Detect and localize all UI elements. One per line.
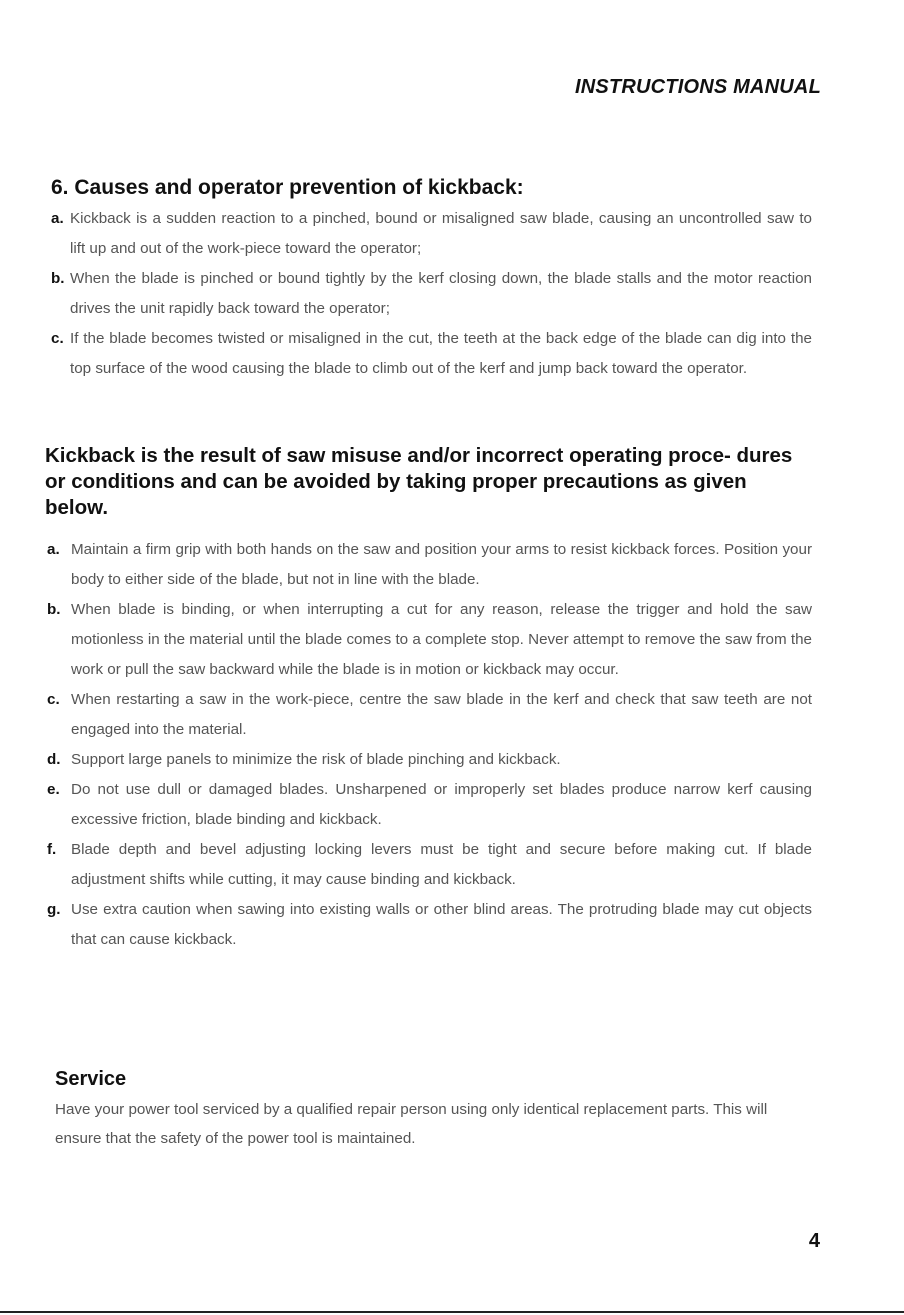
service-text: Have your power tool serviced by a qualified repair person using only identical replacement parts. This will ensure that the safety of the power tool is maintained. (55, 1101, 768, 1147)
bottom-divider (0, 1311, 904, 1313)
list-item-text: When restarting a saw in the work-piece, centre the saw blade in the kerf and check that saw teeth are not engaged into the material. (71, 691, 812, 738)
list-item (47, 685, 812, 745)
list-item-letter: d. (47, 751, 61, 768)
list-item (47, 745, 812, 775)
list-item-text: Support large panels to minimize the risk of blade pinching and kickback. (71, 751, 561, 768)
list-item-text: When blade is binding, or when interrupting a cut for any reason, release the trigger and hold the saw motionless in the material until the blade comes to a complete stop. Never attempt to remove the saw from the work or pull the saw backward while the blade is in motion or kickback may occur. (71, 601, 812, 678)
list-item-text: Maintain a firm grip with both hands on the saw and position your arms to resist kickback forces. Position your body to either side of the blade, but not in line with the blade. (71, 541, 812, 588)
list-item-letter: c. (47, 691, 60, 708)
list-item-letter: c. (51, 330, 64, 347)
section-title: 6. Causes and operator prevention of kickback: (51, 176, 524, 199)
list-item-text: Use extra caution when sawing into existing walls or other blind areas. The protruding blade may cut objects that can cause kickback. (71, 901, 812, 948)
list-item (47, 775, 812, 835)
kickback-causes-list (51, 204, 812, 384)
page-number: 4 (808, 1230, 820, 1252)
list-item-letter: a. (51, 210, 64, 227)
list-item (47, 895, 812, 955)
list-item-letter: f. (47, 841, 57, 858)
list-item-letter: b. (51, 270, 65, 287)
list-item-text: Kickback is a sudden reaction to a pinched, bound or misaligned saw blade, causing an uncontrolled saw to lift up and out of the work-piece toward the operator; (70, 210, 812, 257)
list-item-text: When the blade is pinched or bound tightly by the kerf closing down, the blade stalls and the motor reaction drives the unit rapidly back toward the operator; (70, 270, 812, 317)
list-item (47, 595, 812, 685)
manual-header-title: INSTRUCTIONS MANUAL (574, 76, 821, 98)
list-item-text: Do not use dull or damaged blades. Unsharpened or improperly set blades produce narrow kerf causing excessive friction, blade binding and kickback. (71, 781, 812, 828)
kickback-warning-statement: Kickback is the result of saw misuse and/or incorrect operating proce- dures or conditions and can be avoided by taking proper precautions as given below. (45, 444, 793, 519)
list-item (51, 204, 812, 264)
list-item-letter: a. (47, 541, 60, 558)
service-title: Service (55, 1068, 127, 1090)
list-item-letter: b. (47, 601, 61, 618)
precautions-list (47, 535, 812, 955)
list-item (51, 324, 812, 384)
list-item-letter: g. (47, 901, 61, 918)
list-item-text: Blade depth and bevel adjusting locking levers must be tight and secure before making cut. If blade adjustment shifts while cutting, it may cause binding and kickback. (71, 841, 812, 888)
list-item (47, 535, 812, 595)
list-item-letter: e. (47, 781, 60, 798)
list-item-text: If the blade becomes twisted or misaligned in the cut, the teeth at the back edge of the blade can dig into the top surface of the wood causing the blade to climb out of the kerf and jump back toward the operator. (70, 330, 812, 377)
list-item (47, 835, 812, 895)
list-item (51, 264, 812, 324)
